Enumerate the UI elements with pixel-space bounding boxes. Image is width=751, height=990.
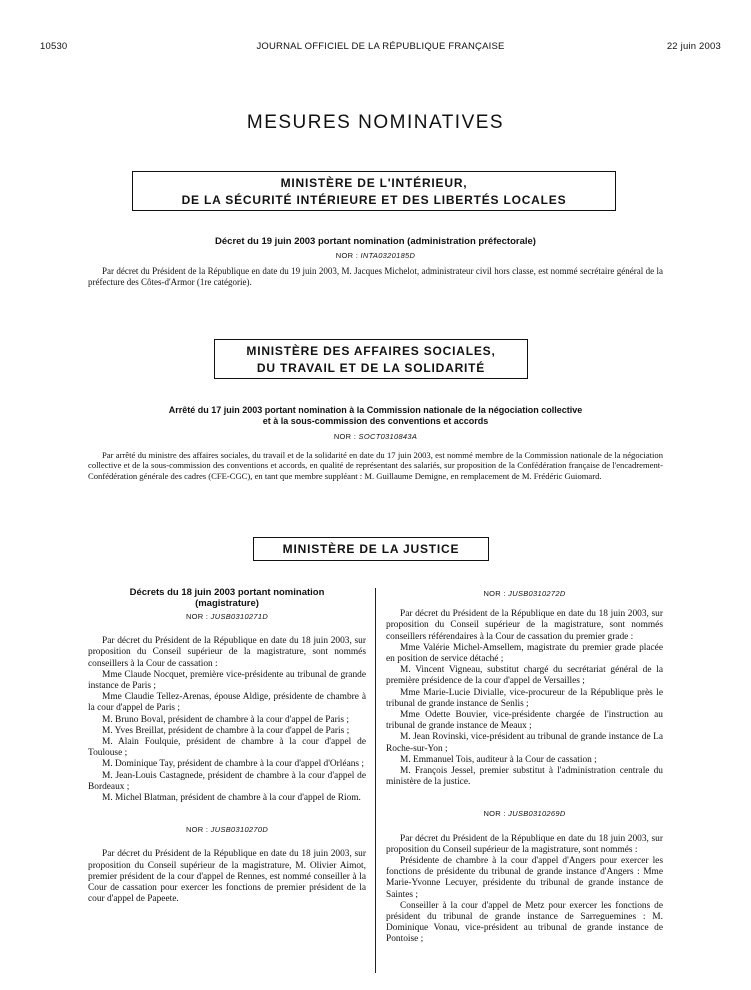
ministry-interior-box [132,171,616,211]
paragraph: M. Vincent Vigneau, substitut chargé du secrétariat général de la première présidence de la cour d'appel de Versailles ; [386,665,663,687]
decrees-title: Décrets du 18 juin 2003 portant nomination (magistrature) [129,587,325,609]
page-number: 10530 [40,41,68,52]
paragraph: Mme Claude Nocquet, première vice-présidente au tribunal de grande instance de Paris ; [88,669,366,692]
paragraph: Par décret du Président de la République en date du 18 juin 2003, sur proposition du Conseil supérieur de la magistrature, sont nommés : [386,833,663,855]
paragraph: Par décret du Président de la République en date du 18 juin 2003, sur proposition du Conseil supérieur de la magistrature, M. Olivier Aimot, premier président de la cour d'appel de Rennes, est nommé conseiller à la Cour de cassation pour exercer les fonctions de premier président de la cour d'appel de Papeete. [88,849,366,905]
ministry-justice-title: MINISTÈRE DE LA JUSTICE [282,542,460,556]
paragraph: Par décret du Président de la République en date du 18 juin 2003, sur proposition du Conseil supérieur de la magistrature, sont nommés conseillers référendaires à la Cour de cassation du premier grade : [386,609,663,642]
paragraph: M. Bruno Boval, président de chambre à la cour d'appel de Paris ; [102,714,349,725]
arrete-text: Par arrêté du ministre des affaires sociales, du travail et de la solidarité en date du 17 juin 2003, est nommé membre de la Commission nationale de la négociation collective et de la sous-commission des conventions et accords, en qualité de représentant des salariés, sur proposition de la Confédération française de l'encadrement-Confédération générale des cadres (CFE-CGC), en tant que membre suppléant : M. Guillaume Demigne, en remplacement de M. Frédéric Guiomard. [88,450,663,481]
right-column [386,588,663,946]
paragraph: Par décret du Président de la République en date du 18 juin 2003, sur proposition du Conseil supérieur de la magistrature, sont nommés conseillers à la Cour de cassation : [88,636,366,669]
column-divider [375,588,376,973]
paragraph: M. Yves Breillat, président de chambre à la cour d'appel de Paris ; [102,725,350,736]
nor-reference: NOR : INTA0320185D [335,251,416,260]
paragraph: Mme Valérie Michel-Amsellem, magistrate du premier grade placée en position de service détaché ; [386,642,663,665]
nor-reference: NOR : JUSB0310271D [185,612,269,621]
journal-title: JOURNAL OFFICIEL DE LA RÉPUBLIQUE FRANÇAISE [256,41,505,52]
nor-reference: NOR : JUSB0310269D [483,809,566,819]
paragraph: Mme Odette Bouvier, vice-présidente chargée de l'instruction au tribunal de grande instance de Meaux ; [386,710,663,732]
decree-title-prefecture: Décret du 19 juin 2003 portant nomination (administration préfectorale) [215,236,536,247]
paragraph: M. Alain Foulquie, président de chambre à la cour d'appel de Toulouse ; [88,737,366,759]
paragraph: Mme Claudie Tellez-Arenas, épouse Aldige, présidente de chambre à la cour d'appel de Paris ; [88,692,366,714]
arrete-title: Arrêté du 17 juin 2003 portant nomination à la Commission nationale de la négociation collective et à la sous-commission des conventions et accords [168,405,583,426]
paragraph: M. Dominique Tay, président de chambre à la cour d'appel d'Orléans ; [102,759,365,770]
paragraph: M. Jean Rovinski, vice-président au tribunal de grande instance de La Roche-sur-Yon ; [386,732,663,754]
page-header [40,41,721,55]
paragraph: M. Jean-Louis Castagnede, président de chambre à la cour d'appel de Bordeaux ; [88,770,366,792]
ministry-social-line2: DU TRAVAIL ET DE LA SOLIDARITÉ [256,361,486,375]
main-title: MESURES NOMINATIVES [246,112,505,133]
paragraph: M. François Jessel, premier substitut à l'administration centrale du ministère de la justice. [386,766,663,788]
paragraph: Présidente de chambre à la cour d'appel d'Angers pour exercer les fonctions de présidente du tribunal de grande instance d'Angers : Mme Marie-Yvonne Lecuyer, présidente du tribunal de grande instance de Saintes ; [386,856,663,900]
nor-reference: NOR : SOCT0310843A [333,432,418,441]
publication-date: 22 juin 2003 [666,41,721,52]
paragraph: Mme Marie-Lucie Divialle, vice-procureur de la République près le tribunal de grande instance de Senlis ; [386,687,663,709]
paragraph: M. Michel Blatman, président de chambre à la cour d'appel de Riom. [102,793,361,804]
paragraph: M. Emmanuel Tois, auditeur à la Cour de cassation ; [400,754,597,765]
ministry-justice-box [253,537,489,561]
ministry-interior-line2: DE LA SÉCURITÉ INTÉRIEURE ET DES LIBERTÉS LOCALES [181,193,567,207]
nor-reference: NOR : JUSB0310272D [483,589,566,598]
ministry-social-affairs-box [214,339,528,379]
ministry-interior-line1: MINISTÈRE DE L'INTÉRIEUR, [280,176,468,190]
decree-text-prefecture: Par décret du Président de la République en date du 19 juin 2003, M. Jacques Michelot, administrateur civil hors classe, est nommé secrétaire général de la préfecture des Côtes-d'Armor (1re catégorie). [88,266,663,287]
paragraph: Conseiller à la cour d'appel de Metz pour exercer les fonctions de président du tribunal de grande instance de Sarreguemines : M. Dominique Vonau, vice-président au tribunal de grande instance de Pontoise ; [386,900,663,945]
nor-reference: NOR : JUSB0310270D [185,825,269,835]
ministry-social-line1: MINISTÈRE DES AFFAIRES SOCIALES, [246,344,496,358]
left-column [88,587,366,905]
